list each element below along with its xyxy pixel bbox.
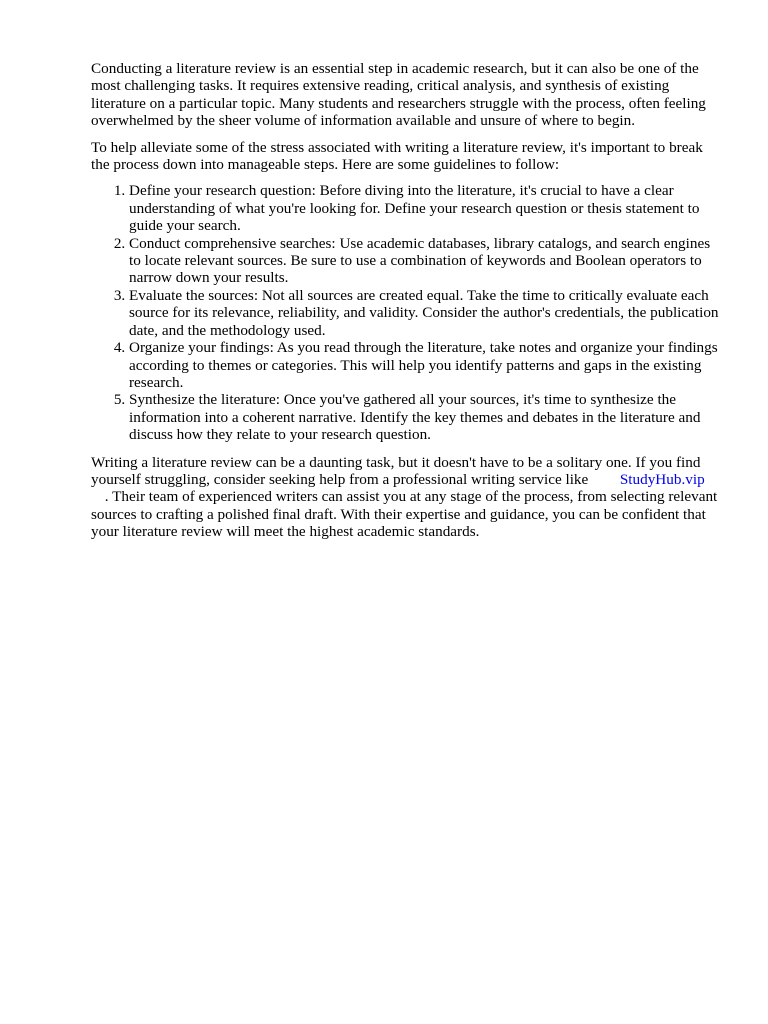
guideline-item: 4. Organize your findings: As you read through the literature, take notes and organize your findings according to themes or categories. This will help you identify patterns and gaps in the existing research. (129, 339, 725, 391)
guideline-item: 5. Synthesize the literature: Once you've gathered all your sources, it's time to synthesize the information into a coherent narrative. Identify the key themes and debates in the literature and discuss how they relate to your research question. (129, 391, 725, 443)
closing-paragraph (91, 454, 725, 541)
closing-text-after-link: . Their team of experienced writers can assist you at any stage of the process, from selecting relevant sources to crafting a polished final draft. With their expertise and guidance, you can be confident that your literature review will meet the highest academic standards. (91, 488, 718, 541)
guideline-item: 2. Conduct comprehensive searches: Use academic databases, library catalogs, and search engines to locate relevant sources. Be sure to use a combination of keywords and Boolean operators to narrow down your results. (129, 235, 725, 287)
guideline-item: 3. Evaluate the sources: Not all sources are created equal. Take the time to critically evaluate each source for its relevance, reliability, and validity. Consider the author's credentials, the publication date, and the methodology used. (129, 287, 725, 339)
guideline-item: 1. Define your research question: Before diving into the literature, it's crucial to have a clear understanding of what you're looking for. Define your research question or thesis statement to guide your search. (129, 182, 725, 234)
document-page (91, 60, 725, 541)
studyhub-link[interactable]: StudyHub.vip (619, 470, 705, 488)
closing-text-before-link: Writing a literature review can be a daunting task, but it doesn't have to be a solitary one. If you find yourself struggling, consider seeking help from a professional writing service like (91, 453, 701, 488)
intro-paragraph: Conducting a literature review is an essential step in academic research, but it can also be one of the most challenging tasks. It requires extensive reading, critical analysis, and synthesis of existing literature on a particular topic. Many students and researchers struggle with the process, often feeling overwhelmed by the sheer volume of information available and unsure of where to begin. (91, 60, 706, 130)
guidelines-lead-paragraph: To help alleviate some of the stress associated with writing a literature review, it's important to break the process down into manageable steps. Here are some guidelines to follow: (91, 138, 703, 174)
guidelines-list (91, 182, 725, 443)
